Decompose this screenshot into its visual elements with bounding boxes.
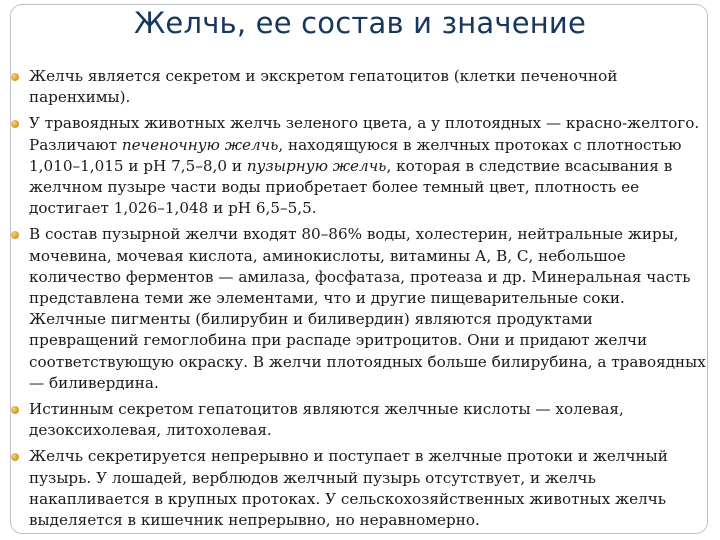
slide-title: Желчь, ее состав и значение [133, 6, 587, 40]
bullet-item [16, 399, 706, 441]
bullet-text: , которая в следствие всасывания в желчном пузыре части воды приобретает более темный цвет, плотность ее достигает 1,026–1,048 и рН 6,5–5,5. [29, 156, 673, 218]
bullet-item [16, 113, 706, 219]
bullet-item [16, 66, 706, 108]
bullet-text: У травоядных животных желчь зеленого цвета, а у плотоядных — красно-желтого. Различают [29, 114, 700, 154]
bullet-dot-icon [11, 73, 19, 81]
bullet-dot-icon [11, 120, 19, 128]
term-gallbladder-bile: пузырную желчь [246, 156, 387, 175]
bullet-item [16, 446, 706, 531]
bullet-dot-icon [11, 453, 19, 461]
bullet-list [16, 66, 706, 536]
bullet-dot-icon [11, 406, 19, 414]
bullet-text: Истинным секретом гепатоцитов являются желчные кислоты — холевая, дезоксихолевая, литохолевая. [29, 400, 624, 440]
bullet-dot-icon [11, 231, 19, 239]
bullet-text: , находящуюся в желчных протоках с плотностью 1,010–1,015 и рН 7,5–8,0 и [29, 135, 682, 175]
bullet-item [16, 224, 706, 394]
bullet-text: Желчь секретируется непрерывно и поступает в желчные протоки и желчный пузырь. У лошадей, верблюдов желчный пузырь отсутствует, и желчь накапливается в крупных протоках. У сельскохозяйственных животных желчь выделяется в кишечник непрерывно, но неравномерно. [29, 447, 668, 530]
term-hepatic-bile: печеночную желчь [121, 135, 279, 154]
bullet-text: Желчь является секретом и экскретом гепатоцитов (клетки печеночной паренхимы). [29, 67, 618, 107]
bullet-text: В состав пузырной желчи входят 80–86% воды, холестерин, нейтральные жиры, мочевина, мочевая кислота, аминокислоты, витамины А, В, С, небольшое количество ферментов — амилаза, фосфатаза, протеаза и др. Минеральная часть представлена теми же элементами, что и другие пищеварительные соки. Желчные пигменты (билирубин и биливердин) являются продуктами превращений гемоглобина при распаде эритроцитов. Они и придают желчи соответствующую окраску. В желчи плотоядных больше билирубина, а травоядных — биливердина. [29, 225, 706, 392]
